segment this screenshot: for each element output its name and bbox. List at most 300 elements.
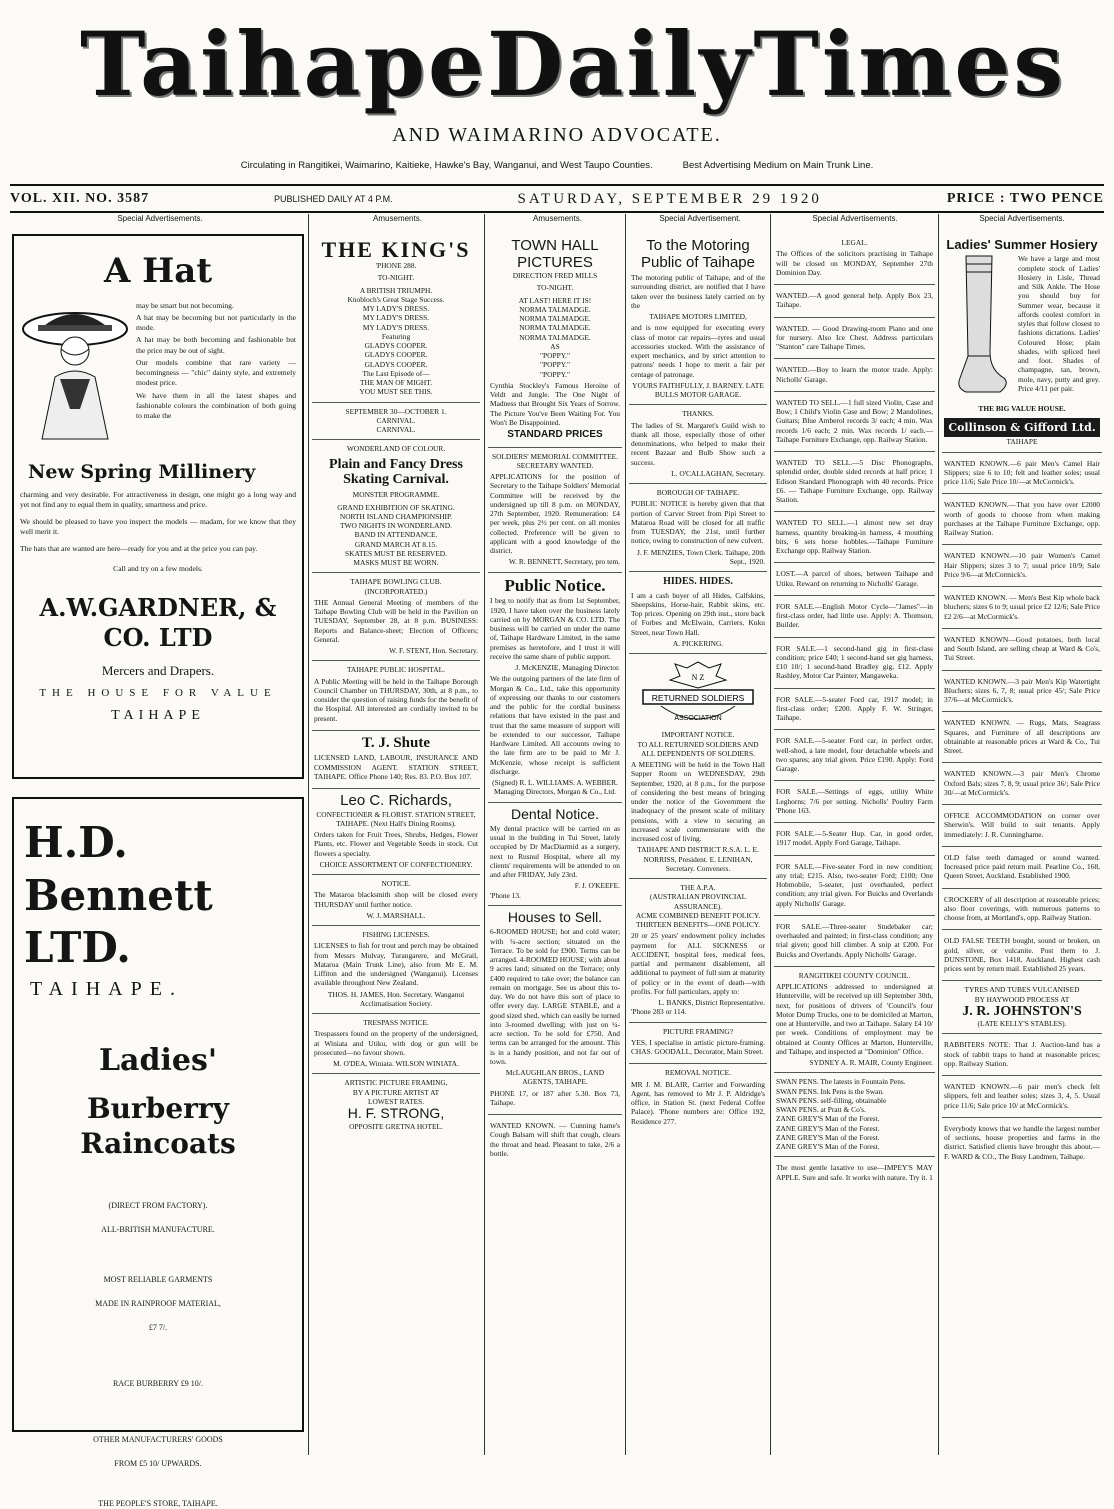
classified-ad [774, 563, 935, 596]
shute-text: LICENSED LAND, LABOUR, INSURANCE AND COMMISSION AGENT. STATION STREET, TAIHAPE. Office Phone 140; Res. 83. P.O. Box 107. [314, 753, 478, 781]
section-header-3: Amusements. [533, 214, 582, 223]
kings-line: Knobloch's Great Stage Success. [347, 294, 445, 304]
classified-ad [774, 856, 935, 916]
wanted-known-ad [942, 587, 1102, 629]
townhall-tonight: TO-NIGHT. [536, 283, 574, 293]
hat-line: A hat may be both becoming and fashionable but the price may be out of sight. [136, 335, 296, 355]
stocking-illustration [944, 252, 1014, 402]
secretary-wanted: SECRETARY WANTED. [516, 460, 594, 470]
kings-line: GLADYS COOPER. [364, 350, 428, 360]
section-header-1: Special Advertisements. [117, 214, 203, 223]
teeth-text: OLD false teeth damaged or sound wanted. Increased price paid return mail. Pearline Co., 168, Queen Street, Auckland. Established 1900. [944, 852, 1100, 881]
picture-framing-ad [629, 1023, 767, 1065]
all-british: ALL-BRITISH MANUFACTURE. [101, 1225, 215, 1234]
bennett-raincoat-ad [12, 797, 304, 1508]
richards-choice: CHOICE ASSORTMENT OF CONFECTIONERY. [319, 859, 473, 869]
lady-in-hat-illustration [20, 299, 130, 439]
column-rule [308, 214, 309, 1455]
motoring-public-ad [629, 234, 767, 405]
richards-ad [312, 789, 480, 875]
column-2 [312, 234, 480, 1455]
apa-title: THE A.P.A. [680, 883, 716, 892]
rabbiters-text: RABBITERS NOTE: That J. Auction-land has a stock of rabbit traps to hand at reasonable prices; opp. Railway Station. [944, 1040, 1100, 1068]
classified-ad [774, 452, 935, 512]
tyres-sub: BY HAYWOOD PROCESS AT [974, 994, 1070, 1004]
thanks-text: The ladies of St. Margaret's Guild wish to thank all those, especially those of other denominations, who helped to make their recent Bazaar and Bulb Show such a success. [631, 420, 765, 467]
tyres-title: TYRES AND TUBES VULCANISED [964, 985, 1080, 995]
rsa-signature: TAIHAPE AND DISTRICT R.S.A. L. E. NORRISS, President. E. LENIHAN, Secretary. Conveners. [637, 845, 759, 873]
apa-sub: (AUSTRALIAN PROVINCIAL ASSURANCE). [649, 892, 747, 911]
motoring-title: To the Motoring Public of Taihape [641, 237, 755, 271]
crockery-text: CROCKERY of all description at reasonable prices; also floor coverings, with numerous patterns to choose from, at Mortland's, opp. Railway Station. [944, 894, 1100, 923]
notice-signature: W. J. MARSHALL. [366, 910, 426, 920]
wanted-known-text: WANTED KNOWN—Good potatoes, both local and South Island, are selling cheap at Ward & Co's, Tui Street. [944, 634, 1100, 663]
thanks-signature: L. O'CALLAGHAN, Secretary. [671, 468, 765, 478]
county-council-ad [774, 967, 935, 1074]
carnival-ad [312, 403, 480, 441]
raincoat-price: £7 7/. [148, 1323, 168, 1332]
fishing-signature: THOS. H. JAMES, Hon. Secretary. Wanganui Acclimatisation Society. [327, 989, 465, 1008]
townhall-text: Cynthia Stockley's Famous Heroine of Veldt and Jungle. The One Night of Madness that Brought Six Years of Sorrow. The Picture You've Been Waiting For. You Won't Be Disappointed. [490, 380, 620, 427]
issue-date: SATURDAY, SEPTEMBER 29 1920 [517, 190, 822, 207]
standard-prices: STANDARD PRICES [507, 429, 603, 440]
memorial-signature: W. R. BENNETT, Secretary, pro tem. [508, 557, 620, 567]
best-medium-text: Best Advertising Medium on Main Trunk Line. [682, 160, 874, 171]
column-6 [942, 234, 1102, 1455]
classified-ad [774, 823, 935, 856]
apa-text: 20 or 25 years' endowment policy includes payment for ALL SICKNESS or ACCIDENT, hospital fees, medical fees, partial and permanent disablement, all additional to payment of full sum at maturity of policy or in the event of death—with profits. For full particulars, apply to: [631, 931, 765, 996]
impeys-text: The most gentle laxative to use—IMPEY'S MAY APPLE. Sure and safe. It works with nature. Try it. 1 [776, 1163, 933, 1182]
wanted-known-ad [942, 545, 1102, 587]
strong-framing-ad [312, 1074, 480, 1135]
impeys-ad [774, 1157, 935, 1189]
direction-line: DIRECTION FRED MILLS [512, 271, 598, 280]
houses-to-sell-ad [488, 906, 622, 1115]
inspect-text: We should be pleased to have you inspect the models — madam, for we know that they well merit it. [20, 517, 296, 536]
masthead [0, 0, 1114, 205]
kellys-stables: (LATE KELLY'S STABLES). [977, 1019, 1067, 1029]
public-notice-signature: J. McKENZIE, Managing Director. [515, 663, 620, 673]
bowling-incorporated: (INCORPORATED.) [364, 586, 428, 596]
swan-line: SWAN PENS. The latests in Fountain Pens. [776, 1077, 906, 1087]
borough-signature: J. F. MENZIES, Town Clerk. Taihape, 20th Sept., 1920. [636, 547, 765, 566]
gardner-firm-sub: Mercers and Drapers. [101, 663, 215, 679]
column-1 [12, 234, 304, 1508]
column-5 [774, 234, 935, 1455]
trespass-notice [312, 1014, 480, 1074]
apa-phone: 'Phone 283 or 114. [631, 1007, 687, 1017]
trespass-signature: M. O'DEA, Winiata. WILSON WINIATA. [333, 1059, 459, 1069]
hides-title: HIDES. HIDES. [663, 576, 733, 587]
rabbiters-ad [942, 1034, 1102, 1076]
big-value-house: THE BIG VALUE HOUSE. [978, 404, 1066, 414]
fishing-title: FISHING LICENSES. [362, 930, 430, 940]
dental-notice-ad [488, 803, 622, 906]
hat-line: may be smart but not becoming. [136, 300, 234, 310]
houses-title: Houses to Sell. [507, 908, 603, 925]
hat-line: A hat may be becoming but not particularly in the mode. [136, 312, 296, 332]
strong-address: OPPOSITE GRETNA HOTEL. [349, 1121, 443, 1131]
hat-line: Our models combine that rare variety — becomingness — "chic" dainty style, and extremely modest price. [136, 357, 296, 388]
classified-ad [774, 689, 935, 731]
rsa-emblem-top: N Z [691, 673, 705, 682]
hides-signature: A. PICKERING. [672, 638, 724, 648]
notice-text: The Mataroa blacksmith shop will be closed every THURSDAY until further notice. [314, 890, 478, 909]
direct-from-factory: (DIRECT FROM FACTORY). [108, 1201, 208, 1210]
cough-balsam-ad [488, 1115, 622, 1165]
rsa-text: A MEETING will be held in the Town Hall Supper Room on WEDNESDAY, 29th September, 1920, at 8 p.m., for the purpose of considering the best means of bringing under the notice of the Government the inadequacy of the present scale of military pensions, with a view to securing an increased scale commensurate with the increased cost of living. [631, 760, 765, 843]
pf-text: YES, I specialise in artistic picture-framing. CHAS. GOODALL, Decorator, Main Street. [631, 1037, 765, 1056]
teeth-text-2: OLD FALSE TEETH bought, sound or broken, on gold, silver, or vulcanite. Post them to J. DUNSTONE, Box 1418, Auckland. Highest cash prices sent by return mail. Established 25 years. [944, 936, 1100, 974]
townhall-line: "POPPY." [540, 369, 570, 379]
classified-ad [774, 916, 935, 967]
monster-programme: MONSTER PROGRAMME. [352, 490, 440, 500]
council-title: RANGITIKEI COUNTY COUNCIL. [798, 970, 911, 980]
town-hall-title: TOWN HALL PICTURES [511, 237, 599, 271]
section-headers [10, 214, 1104, 228]
memorial-title: SOLDIERS' MEMORIAL COMMITTEE. [491, 451, 619, 461]
johnston-name: J. R. JOHNSTON'S [962, 1003, 1082, 1019]
townhall-line: NORMA TALMADGE. [519, 332, 591, 342]
hides-ad [629, 572, 767, 654]
classified-ad [774, 596, 935, 638]
classified-text: FOR SALE.—5-seater Ford car, 1917 model; in first-class order; £200. Apply F. W. Stringer, Taihape. [776, 694, 933, 722]
wanted-known-text: WANTED KNOWN. — Men's Best Kip whole back bluchers; sizes 6 to 9; usual price £2 12/6; Sale Price £2 2/6—at McCormick's. [944, 593, 1100, 621]
trespass-title: TRESPASS NOTICE. [363, 1018, 429, 1028]
hides-text: I am a cash buyer of all Hides, Calfskins, Sheepskins, Horse-hair, Rabbit skins, etc. Top prices. Opening on 29th inst., store back of Forbes and McElwain, Carriers, Kuku Street, near Town Hall. [631, 590, 765, 637]
hospital-text: A Public Meeting will be held in the Taihape Borough Council Chamber on THURSDAY, 30th, at 8 p.m., to consider the question of raising funds for the benefit of the Hospital. All interested are cordially invited to be present. [314, 676, 478, 723]
collinson-gifford-logo: Collinson & Gifford Ltd. [944, 418, 1100, 438]
kings-line: GLADYS COOPER. [364, 341, 428, 351]
legal-title: LEGAL. [841, 238, 868, 247]
column-4 [629, 234, 767, 1455]
townhall-line: "POPPY." [540, 351, 570, 360]
notice-title: NOTICE. [381, 879, 411, 889]
classified-ad [774, 730, 935, 781]
everybody-text: Everybody knows that we handle the largest number of sections, house properties and farms in the district. Satisfied clients have brought this about.—F. WARD & CO., The Busy Landmen, Taihape. [944, 1123, 1100, 1161]
taihape-motors: TAIHAPE MOTORS LIMITED, [649, 312, 747, 321]
fishing-text: LICENSES to fish for trout and perch may be obtained from Messrs Mulvay, Turangarere, and McGrail, Mataroa (Main Trunk Line), also from Mr E. M. Liffiton and the undersigned (Wanganui). Licenses available throughout New Zealand. [314, 941, 478, 988]
returned-soldiers-emblem [631, 658, 765, 728]
call-text: Call and try on a few models. [113, 563, 203, 573]
classified-ad [774, 512, 935, 563]
classified-text: WANTED. — Good Drawing-room Piano and one for nursery. Also Ice Chest. Address particulars "Stanton" care Taihape Times. [776, 323, 933, 351]
gardner-town: TAIHAPE [111, 708, 205, 724]
carnival-dates: SEPTEMBER 30—OCTOBER 1. [345, 406, 447, 416]
kings-line: MY LADY'S DRESS. [362, 322, 430, 332]
wanted-known-ad [942, 763, 1102, 805]
soldiers-memorial-ad [488, 448, 622, 573]
apa-ad [629, 879, 767, 1023]
richards-sub: CONFECTIONER & FLORIST. STATION STREET, TAIHAPE. (Next Hall's Dining Rooms). [316, 809, 476, 828]
townhall-line: NORMA TALMADGE. [519, 304, 591, 314]
fishing-licenses-ad [312, 926, 480, 1014]
skating-line: MASKS MUST BE WORN. [353, 558, 439, 568]
kings-line: MY LADY'S DRESS. [362, 313, 430, 323]
race-burberry-price: RACE BURBERRY £9 10/. [113, 1379, 203, 1388]
everybody-knows-ad [942, 1118, 1102, 1168]
title-word-3: Times [753, 12, 1066, 116]
skating-carnival-ad [312, 440, 480, 573]
classified-text: WANTED TO SELL.—5 Disc Phonographs, splendid order, double sided records at half price; 1 Edison Standard Phonograph with 40 records. Price £6. — Taihape Furniture Exchange, opp. Railway Station. [776, 458, 933, 504]
motoring-text: The motoring public of Taihape, and of the surrounding district, are notified that I have taken over the business lately carried on by the [631, 273, 765, 310]
section-header-5: Special Advertisements. [812, 214, 898, 223]
removal-title: REMOVAL NOTICE. [664, 1068, 732, 1078]
kings-line: THE MAN OF MIGHT. [359, 378, 433, 388]
issue-price: PRICE : TWO PENCE [946, 191, 1104, 206]
classified-text: WANTED TO SELL.—1 full sized Violin, Case and Bow; 1 Child's Violin Case and Bow; 2 Mandolines, Guitars; Blue Amberol records 3/ each; 4 min. Wax records 1/6 each; 2 min. Wax records 1/ each.—Taihape Furniture Exchange, opp. Railway Station. [776, 397, 933, 444]
reliable-garments: MOST RELIABLE GARMENTS [103, 1275, 213, 1284]
wonderland-line: WONDERLAND OF COLOUR. [346, 444, 446, 454]
hosiery-text: We have a large and most complete stock of Ladies' Hosiery in Lisle, Thread and Silk Ankle. The Hose you should buy for Summer wear, because it affords coolest comfort in styles that follow closest to fashions dictations. Ladies' Coloured Hose; plain shades, with spliced heel and foot. Shades of champagne, tan, brown, mole, navy, putty and grey. Price 4/11 per pair. [1018, 254, 1100, 393]
thanks-ad [629, 405, 767, 484]
kings-line: The Last Episode of— [362, 368, 430, 378]
section-header-6: Special Advertisements. [979, 214, 1065, 223]
dental-title: Dental Notice. [511, 805, 599, 822]
skating-line: TWO NIGHTS IN WONDERLAND. [340, 521, 452, 531]
skating-line: GRAND MARCH AT 8.15. [354, 539, 438, 549]
swan-line: SWAN PENS. at Pratt & Co's. [776, 1105, 866, 1114]
richards-title: Leo C. Richards, [340, 792, 452, 810]
public-notice-text: I beg to notify that as from 1st September, 1920, I have taken over the business lately carried on by MORGAN & CO. LTD. The business will be carried on under the name of, Taihape Hardware Limited, in the same premises as heretofore, and I trust it will receive the same share of public support. [490, 596, 620, 661]
classified-text: WANTED TO SELL.—1 almost new set dray harness, quantity breaking-in harness, 4 mouthing bits, 6 sets horse hobbles.—Taihape Furniture Exchange opp. Railway Station. [776, 518, 933, 555]
newspaper-title [80, 12, 1066, 116]
legal-ad [774, 234, 935, 285]
borough-title: BOROUGH OF TAIHAPE. [656, 488, 740, 497]
raincoats-heading: Burberry Raincoats [80, 1092, 236, 1160]
volume-number: VOL. XII. NO. 3587 [10, 191, 150, 206]
classified-ad [774, 359, 935, 392]
kings-line: A BRITISH TRIUMPH. [359, 285, 433, 295]
framing-line: LOWEST RATES. [367, 1096, 425, 1106]
carnival-line: CARNIVAL. [376, 415, 416, 425]
memorial-text: APPLICATIONS for the position of Secretary to the Taihape Soldiers' Memorial Committee will be received by the undersigned up till 8 p.m. on MONDAY, 27th September, 1920. Remuneration: £4 per week, plus 2½ per cent. on all monies collected. Preference will be given to applicant with a good knowledge of the district. [490, 472, 620, 555]
townhall-line: NORMA TALMADGE. [519, 323, 591, 333]
rsa-emblem-bottom: ASSOCIATION [674, 715, 722, 722]
millinery-title: New Spring Millinery [28, 460, 256, 483]
dental-text: My dental practice will be carried on as usual in the building in Tui Street, lately occupied by Dr MacDiarmid as a surgery, next to Rusnul Hospital, where all my clients' requirements will be attended to on and after FRIDAY, July 23rd. [490, 823, 620, 880]
swan-line: ZANE GREY'S Man of the Forest. [776, 1114, 880, 1124]
skating-title: Plain and Fancy Dress Skating Carnival. [329, 456, 463, 487]
classified-ad [774, 638, 935, 689]
column-rule [938, 214, 939, 1455]
classified-text: FOR SALE.—5-seater Ford car, in perfect order, well-shod, a late model, four detachable wheels and two spares; any trial given. Price £190. Apply: Ford Garage. [776, 736, 933, 773]
public-notice-signature-2: (Signed) R. L. WILLIAMS. A. WEBBER. Managing Directors, Morgan & Co., Ltd. [492, 778, 618, 797]
houses-text: 6-ROOMED HOUSE; hot and cold water; with ¼-acre section; situated on the Terrace. To be sold for £900. Terms can be arranged. 4-ROOMED HOUSE; with about 9 acres land; situated on the Terrace; only £400 required to take over; the balance can remain on mortgage. See us about this to-day. We do not have this sort of place to offer every day. LARGE STABLE, and a good sized shed, which can easily be turned into 3-roomed dwelling; with just on ¼-acre section. To be sold for £750. And terms can be arranged for the amount. This is in a handy position, and not far out of town. [490, 927, 620, 1066]
kings-theatre-ad [312, 234, 480, 403]
gardner-hat-ad [12, 234, 304, 779]
wanted-known-ad [942, 629, 1102, 671]
gardner-tagline: THE HOUSE FOR VALUE [39, 687, 277, 700]
wanted-known-text: WANTED KNOWN.—10 pair Women's Camel Hair Slippers; sizes 3 to 7; usual price 10/9; Sale Price 9/6—at McCormick's. [944, 551, 1100, 579]
apa-acme: ACME COMBINED BENEFIT POLICY. [635, 910, 761, 920]
slippers-text: WANTED KNOWN.—6 pair men's check felt slippers, felt and leather soles; sizes 3, 4, 5. Usual price 11/6; Sale price 10/ at McCormick's. [944, 1082, 1100, 1110]
slippers-ad [942, 1076, 1102, 1118]
swan-pens-ad [774, 1073, 935, 1157]
rsa-notice-ad [629, 654, 767, 879]
classified-text: FOR SALE.—Three-seater Studebaker car; overhauled and painted; in first-class condition; any trial given; good hill climber. A snip at £200. For Buicks and Overlands. Apply Nicholls' Garage. [776, 921, 933, 959]
bennett-town: TAIHAPE. [30, 977, 183, 1000]
council-signature: SYDNEY A. R. MAIR, County Engineer. [809, 1058, 933, 1067]
richards-text: Orders taken for Fruit Trees, Shrubs, Hedges, Flower Plants, etc. Flower and Vegetable Seeds in stock. Cut flowers a specialty. [314, 830, 478, 858]
skating-line: NORTH ISLAND CHAMPIONSHIP. [339, 511, 453, 521]
swan-line: SWAN PENS. Ink Pens is the Swan. [776, 1086, 884, 1096]
public-notice-text-2: We the outgoing partners of the late firm of Morgan & Co., Ltd., take this opportunity of expressing our thanks to our customers and the public for the cordial business relations that have existed in the past and trust that the same measure of support will be extended to our successor, Taihape Hardware Limited. All accounts owing to the late firm are to be paid to Mr J. McKenzie, whose receipt is sufficient discharge. [490, 674, 620, 776]
section-header-4: Special Advertisement. [659, 214, 741, 223]
other-manufacturers: OTHER MANUFACTURERS' GOODS [93, 1435, 223, 1444]
kings-line: GLADYS COOPER. [364, 359, 428, 369]
classified-text: WANTED.—Boy to learn the motor trade. Apply: Nicholls' Garage. [776, 365, 933, 384]
apa-thirteen: THIRTEEN BENEFITS—ONE POLICY. [635, 920, 761, 929]
bowling-signature: W. F. STENT, Hon. Secretary. [388, 646, 478, 656]
council-text: APPLICATIONS addressed to undersigned at Hunterville, will be received up till September 30th, next, for positions of drivers of 'Council's four Motor Dump Trucks, one to be domiciled at Marton, one at Hunterville, and two at Taihape. Salary £4 10/ per week. Conditions of employment may be obtained at County Offices at Marton, Hunterville, and Taihape, and inspected at "Dominion" Office. [776, 982, 933, 1056]
townhall-line: AT LAST! HERE IT IS! [518, 295, 592, 305]
dental-signature: F. J. O'KEEFE. [574, 881, 620, 891]
wanted-known-text: WANTED KNOWN.—3 pair Men's Chrome Oxford Bals; sizes 7, 8, 9; usual price 36/; Sale Price 30/—at McCormick's. [944, 769, 1100, 797]
ladies-heading: Ladies' [98, 1042, 218, 1078]
office-accommodation-ad [942, 805, 1102, 847]
millinery-text: charming and very desirable. For attractiveness in design, one might go a long way and yet not find any to equal them in quality, smartness and price. [20, 490, 296, 509]
public-notice-ad [488, 573, 622, 803]
crockery-ad [942, 889, 1102, 931]
classified-ad [774, 781, 935, 823]
shute-ad [312, 731, 480, 789]
strong-name: H. F. STRONG, [347, 1105, 445, 1122]
wanted-known-ad [942, 494, 1102, 545]
trespass-text: Trespassers found on the property of the undersigned, at Winiata and Utiku, with dog or gun will be prosecuted—no favour shown. [314, 1029, 478, 1057]
false-teeth-ad [942, 847, 1102, 889]
false-teeth-ad-2 [942, 930, 1102, 981]
newspaper-subtitle: AND WAIMARINO ADVOCATE. [392, 124, 722, 146]
hospital-title: TAIHAPE PUBLIC HOSPITAL. [347, 665, 445, 675]
pf-title: PICTURE FRAMING? [662, 1026, 733, 1036]
hat-title: A Hat [103, 251, 213, 291]
wanted-known-text: WANTED KNOWN.—6 pair Men's Camel Hair Slippers; size 6 to 10; felt and leather soles; usual price 11/6; Sale Price 10/—at McCormick's. [944, 458, 1100, 487]
public-notice-title: Public Notice. [504, 575, 606, 595]
motoring-text-2: and is now equipped for executing every class of motor car repairs—tyres and usual accessories stocked. With the assistance of expert mechanics, and by strict attention to patrons' needs I hope to merit a fair per centage of patronage. [631, 323, 765, 379]
townhall-line: "POPPY." [540, 360, 570, 370]
swan-line: ZANE GREY'S Man of the Forest. [776, 1123, 880, 1133]
classified-text: FOR SALE.—English Motor Cycle—"James"—in first-class order, had little use. Apply: A. Thomson, Builder. [776, 601, 933, 630]
thanks-title: THANKS. [682, 409, 714, 419]
removal-text: MR J. M. BLAIR, Carrier and Forwarding Agent, has removed to Mr J. P. Aldridge's office, in Station St. (next Federal Coffee Palace). 'Phone numbers are: Office 192, Residence 277. [631, 1079, 765, 1126]
column-rule [625, 214, 626, 1455]
classified-text: FOR SALE.—Settings of eggs, utility White Leghorns; 7/6 per setting. Nicholls' Poultry Farm 'Phone 163. [776, 787, 933, 815]
kings-tonight: TO-NIGHT. [377, 273, 415, 283]
kings-phone: 'PHONE 288. [375, 261, 417, 271]
kings-line: Featuring [381, 331, 411, 341]
published-time: PUBLISHED DAILY AT 4 P.M. [273, 194, 393, 204]
dateline [10, 188, 1104, 210]
hosiery-title: Ladies' Summer Hosiery [946, 237, 1098, 252]
bowling-title: TAIHAPE BOWLING CLUB. [350, 577, 442, 587]
houses-signature: McLAUGHLAN BROS., LAND AGENTS, TAIHAPE. [505, 1068, 605, 1087]
wanted-text: The hats that are wanted are here—ready for you and at the price you can pay. [20, 544, 258, 554]
framing-line: BY A PICTURE ARTIST AT [352, 1087, 440, 1097]
column-3 [488, 234, 622, 1455]
rsa-emblem-text: RETURNED SOLDIERS [651, 693, 745, 703]
gardner-firm-name: A.W.GARDNER, & CO. LTD [39, 593, 277, 653]
title-word-2: Daily [487, 12, 754, 116]
blacksmith-notice [312, 875, 480, 926]
rsa-to: TO ALL RETURNED SOLDIERS AND ALL DEPENDENTS OF SOLDIERS. [637, 739, 759, 758]
office-text: OFFICE ACCOMMODATION on corner over Sherwin's. Will build to suit tenants. Apply immediately: J. R. Cunninghame. [944, 811, 1100, 839]
motoring-signature: YOURS FAITHFULLY, J. BARNEY. LATE BULLS MOTOR GARAGE. [632, 380, 764, 399]
wanted-known-text: WANTED KNOWN.—That you have over £2000 worth of goods to choose from when making purchases at the Taihape Furniture Exchange, opp. Railway Station. [944, 500, 1100, 538]
wanted-known-text: WANTED KNOWN.—3 pair Men's Kip Watertight Bluchers; sizes 6, 7, 8; usual price 45/; Sale Price 37/6—at McCormick's. [944, 676, 1100, 705]
framing-line: ARTISTIC PICTURE FRAMING, [344, 1078, 448, 1088]
kings-line: YOU MUST SEE THIS. [359, 387, 433, 397]
cough-balsam-text: WANTED KNOWN. — Cunning hame's Cough Balsam will shift that cough, clears the throat and head. Pleasant to take, 2/6 a bottle. [490, 1121, 620, 1158]
tyres-ad [942, 981, 1102, 1034]
swan-line: ZANE GREY'S Man of the Forest. [776, 1142, 880, 1151]
townhall-line: AS [550, 341, 560, 351]
circulation-line [0, 160, 1114, 171]
skating-line: GRAND EXHIBITION OF SKATING. [337, 502, 455, 512]
townhall-line: NORMA TALMADGE. [519, 314, 591, 323]
wanted-known-ad [942, 712, 1102, 763]
title-word-1: Taihape [80, 12, 488, 116]
classified-ad [774, 392, 935, 452]
wanted-known-text: WANTED KNOWN. — Rugs, Mats, Seagrass Squares, and Furniture of all descriptions are obtainable at reasonable prices at Ward & Co., Tui Street. [944, 718, 1100, 756]
classified-text: FOR SALE.—5-Seater Hup. Car, in good order, 1917 model. Apply Ford Garage, Taihape. [776, 829, 933, 848]
classified-text: LOST.—A parcel of shoes, between Taihape and Utiku. Reward on returning to Nicholls' Garage. [776, 569, 933, 588]
legal-text: The Offices of the solicitors practising in Taihape will be closed on MONDAY, September 27th Dominion Day. [776, 249, 933, 277]
kings-programme [314, 286, 478, 397]
skating-line: BAND IN ATTENDANCE. [354, 530, 438, 540]
peoples-store: THE PEOPLE'S STORE, TAIHAPE. [98, 1499, 218, 1508]
shute-title: T. J. Shute [361, 734, 431, 751]
classified-ad [774, 318, 935, 360]
removal-notice-ad [629, 1064, 767, 1133]
classified-text: WANTED.—A good general help. Apply Box 23, Taihape. [776, 291, 933, 310]
collinson-town: TAIHAPE [1006, 437, 1038, 447]
column-rule [770, 214, 771, 1455]
carnival-line: CARNIVAL. [376, 425, 416, 435]
hat-line: We have them in all the latest shapes and fashionable colours the combination of both going to make the [136, 390, 296, 420]
classified-text: FOR SALE.—Five-seater Ford in new condition; any trial; £215. Also, two-seater Ford; £100; One Hobmobile, 5-seater, just overhauled, perfect condition; any trial given. For Buicks and Overlands apply Nicholls' Garage. [776, 861, 933, 908]
borough-text: PUBLIC NOTICE is hereby given that that portion of Carver Street from Pipi Street to Mataroa Road will be closed for all traffic from TUESDAY, the 21st, until further notice, owing to construction of new culvert. [631, 499, 765, 546]
column-rule [484, 214, 485, 1455]
section-header-2: Amusements. [373, 214, 422, 223]
skating-line: SKATES MUST BE RESERVED. [345, 548, 447, 558]
bottom-rule [10, 211, 1104, 213]
town-hall-pictures-ad [488, 234, 622, 448]
apa-signature: L. BANKS, District Representative. [658, 998, 765, 1007]
kings-title: THE KING'S [321, 237, 471, 262]
swan-line: SWAN PENS. self-filling, obtainable [776, 1095, 887, 1105]
dental-phone: 'Phone 13. [490, 890, 521, 900]
hosiery-ad [942, 234, 1102, 453]
wanted-known-ad [942, 671, 1102, 713]
houses-phone: PHONE 17, or 187 after 5.30. Box 73, Taihape. [490, 1088, 620, 1107]
rsa-important: IMPORTANT NOTICE. [661, 730, 735, 740]
bennett-firm-name: H.D. Bennett LTD. [24, 818, 213, 972]
borough-notice-ad [629, 484, 767, 572]
classified-text: FOR SALE.—1 second-hand gig in first-class condition; price £40; 1 second-hand set gig harness, £10 10/; 1 second-hand Bradley gig, £12. Apply Rashley, Motor Car Painter, Mangaweka. [776, 643, 933, 681]
swan-line: ZANE GREY'S Man of the Forest. [776, 1132, 880, 1142]
classified-ad [774, 285, 935, 318]
rainproof-material: MADE IN RAINPROOF MATERIAL, [95, 1299, 221, 1308]
top-rule [10, 184, 1104, 186]
hospital-ad [312, 661, 480, 731]
kings-line: MY LADY'S DRESS. [362, 304, 430, 314]
bowling-club-ad [312, 573, 480, 661]
other-price: FROM £5 10/ UPWARDS. [114, 1459, 202, 1468]
wanted-known-ad [942, 453, 1102, 495]
circulation-text: Circulating in Rangitikei, Waimarino, Kaitieke, Hawke's Bay, Wanganui, and West Taupo Counties. [240, 160, 653, 171]
bowling-text: THE Annual General Meeting of members of the Taihape Bowling Club will be held in the Pavilion on TUESDAY, September 28, at 8 p.m. BUSINESS: Reports and Balance-sheet; Election of Officers; General. [314, 597, 478, 644]
